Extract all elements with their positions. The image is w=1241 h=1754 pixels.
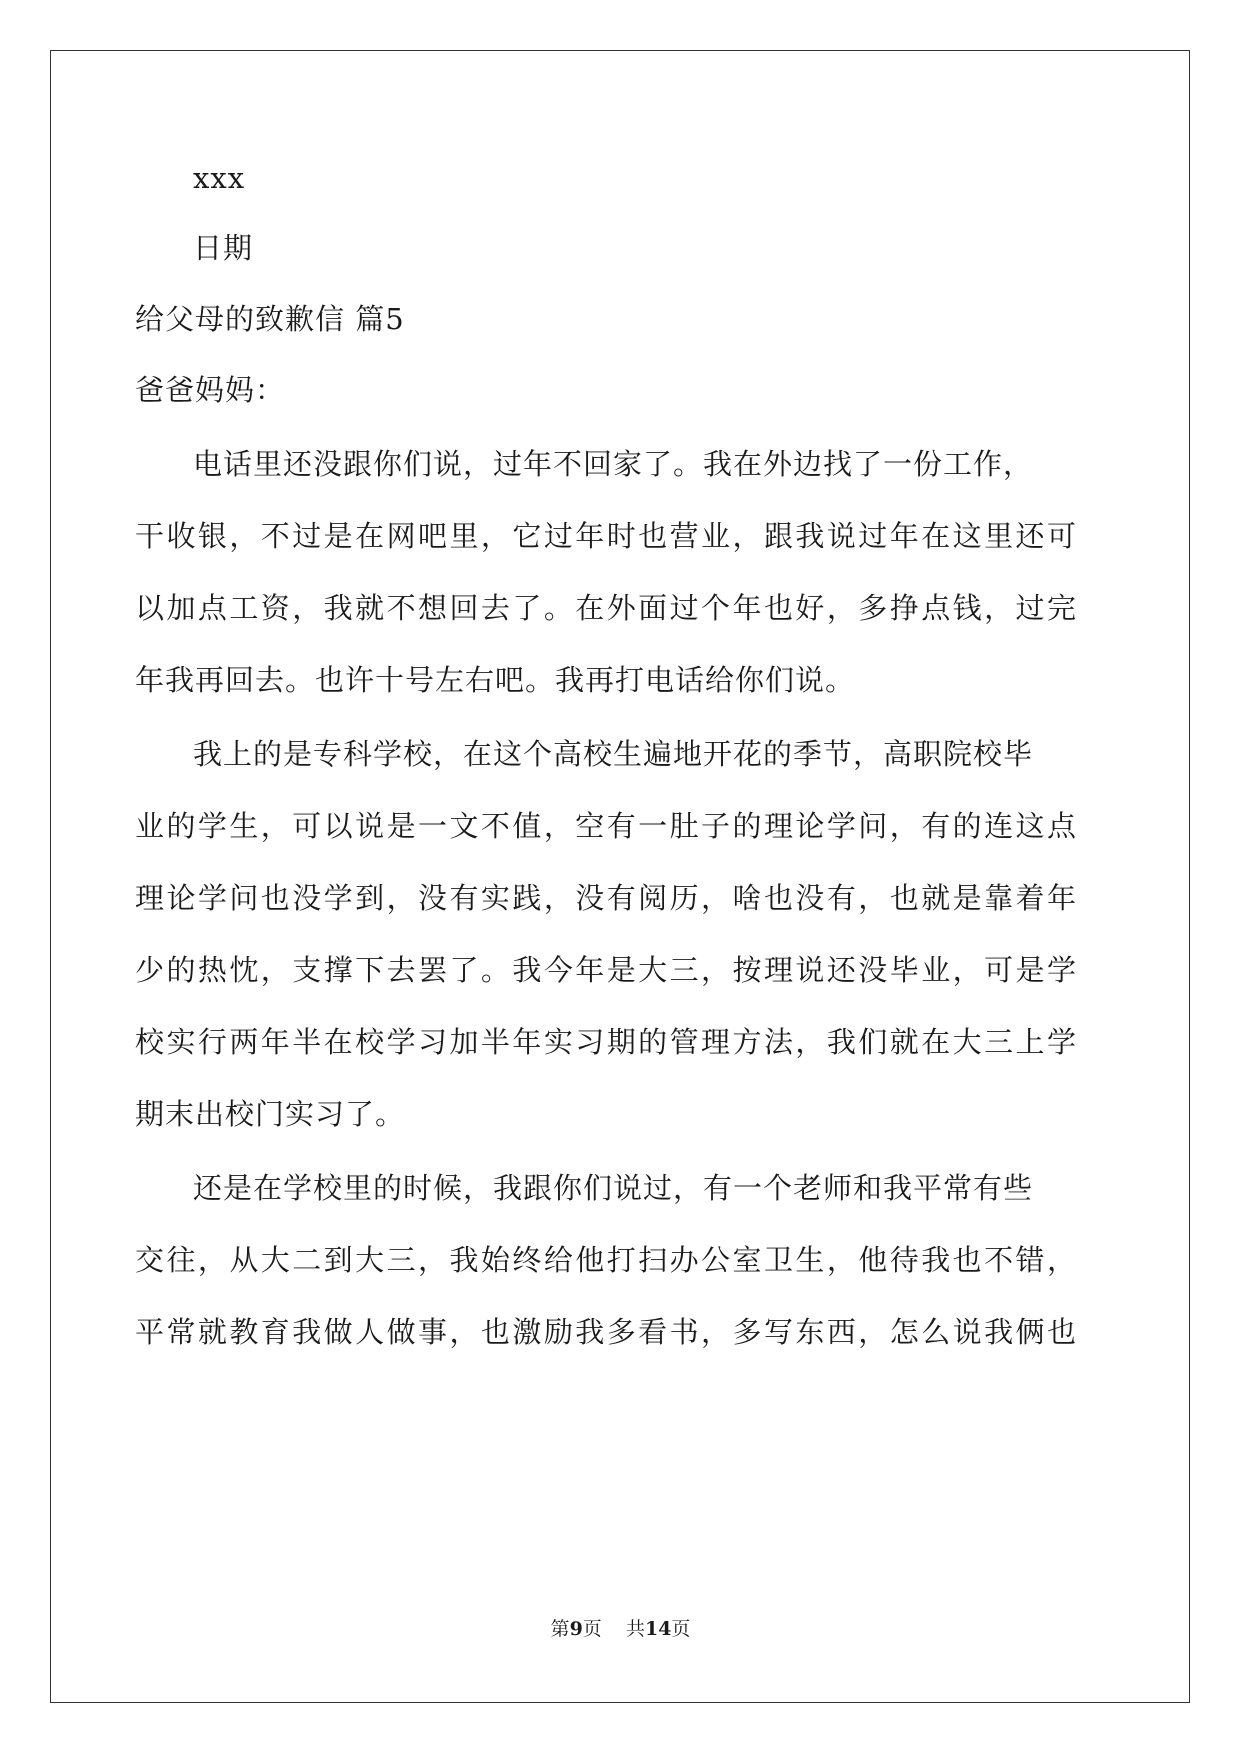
- paragraph-2-line-3: 理论学问也没学到，没有实践，没有阅历，啥也没有，也就是靠着年: [135, 881, 1077, 915]
- paragraph-1-line-4: 年我再回去。也许十号左右吧。我再打电话给你们说。: [135, 663, 856, 697]
- paragraph-2-line-2: 业的学生，可以说是一文不值，空有一肚子的理论学问，有的连这点: [135, 809, 1077, 843]
- total-page-number: 14: [644, 1618, 672, 1640]
- page-border: [50, 50, 1190, 1703]
- paragraph-1-line-3: 以加点工资，我就不想回去了。在外面过个年也好，多挣点钱，过完: [135, 591, 1077, 625]
- paragraph-3-line-2: 交往，从大二到大三，我始终给他打扫办公室卫生，他待我也不错，: [135, 1243, 1077, 1277]
- paragraph-1-line-2: 干收银，不过是在网吧里，它过年时也营业，跟我说过年在这里还可: [135, 519, 1077, 553]
- section-heading: 给父母的致歉信 篇5: [135, 302, 405, 336]
- paragraph-2-line-4: 少的热忱，支撑下去罢了。我今年是大三，按理说还没毕业，可是学: [135, 953, 1077, 987]
- signature: xxx: [193, 161, 246, 195]
- paragraph-2-line-5: 校实行两年半在校学习加半年实习期的管理方法，我们就在大三上学: [135, 1025, 1077, 1059]
- footer-prefix: 第: [550, 1618, 570, 1640]
- paragraph-3-line-3: 平常就教育我做人做事，也激励我多看书，多写东西，怎么说我俩也: [135, 1315, 1077, 1349]
- salutation: 爸爸妈妈：: [135, 373, 286, 407]
- footer-suffix: 页: [671, 1618, 691, 1640]
- current-page-number: 9: [569, 1618, 583, 1640]
- paragraph-2-line-1: 我上的是专科学校，在这个高校生遍地开花的季节，高职院校毕: [193, 737, 1034, 771]
- page-footer: [0, 1617, 1241, 1641]
- paragraph-2-line-6: 期末出校门实习了。: [135, 1097, 406, 1131]
- paragraph-1-line-1: 电话里还没跟你们说，过年不回家了。我在外边找了一份工作，: [193, 447, 1034, 481]
- footer-middle: 页 共: [582, 1618, 645, 1640]
- date-line: 日期: [193, 231, 254, 265]
- paragraph-3-line-1: 还是在学校里的时候，我跟你们说过，有一个老师和我平常有些: [193, 1171, 1034, 1205]
